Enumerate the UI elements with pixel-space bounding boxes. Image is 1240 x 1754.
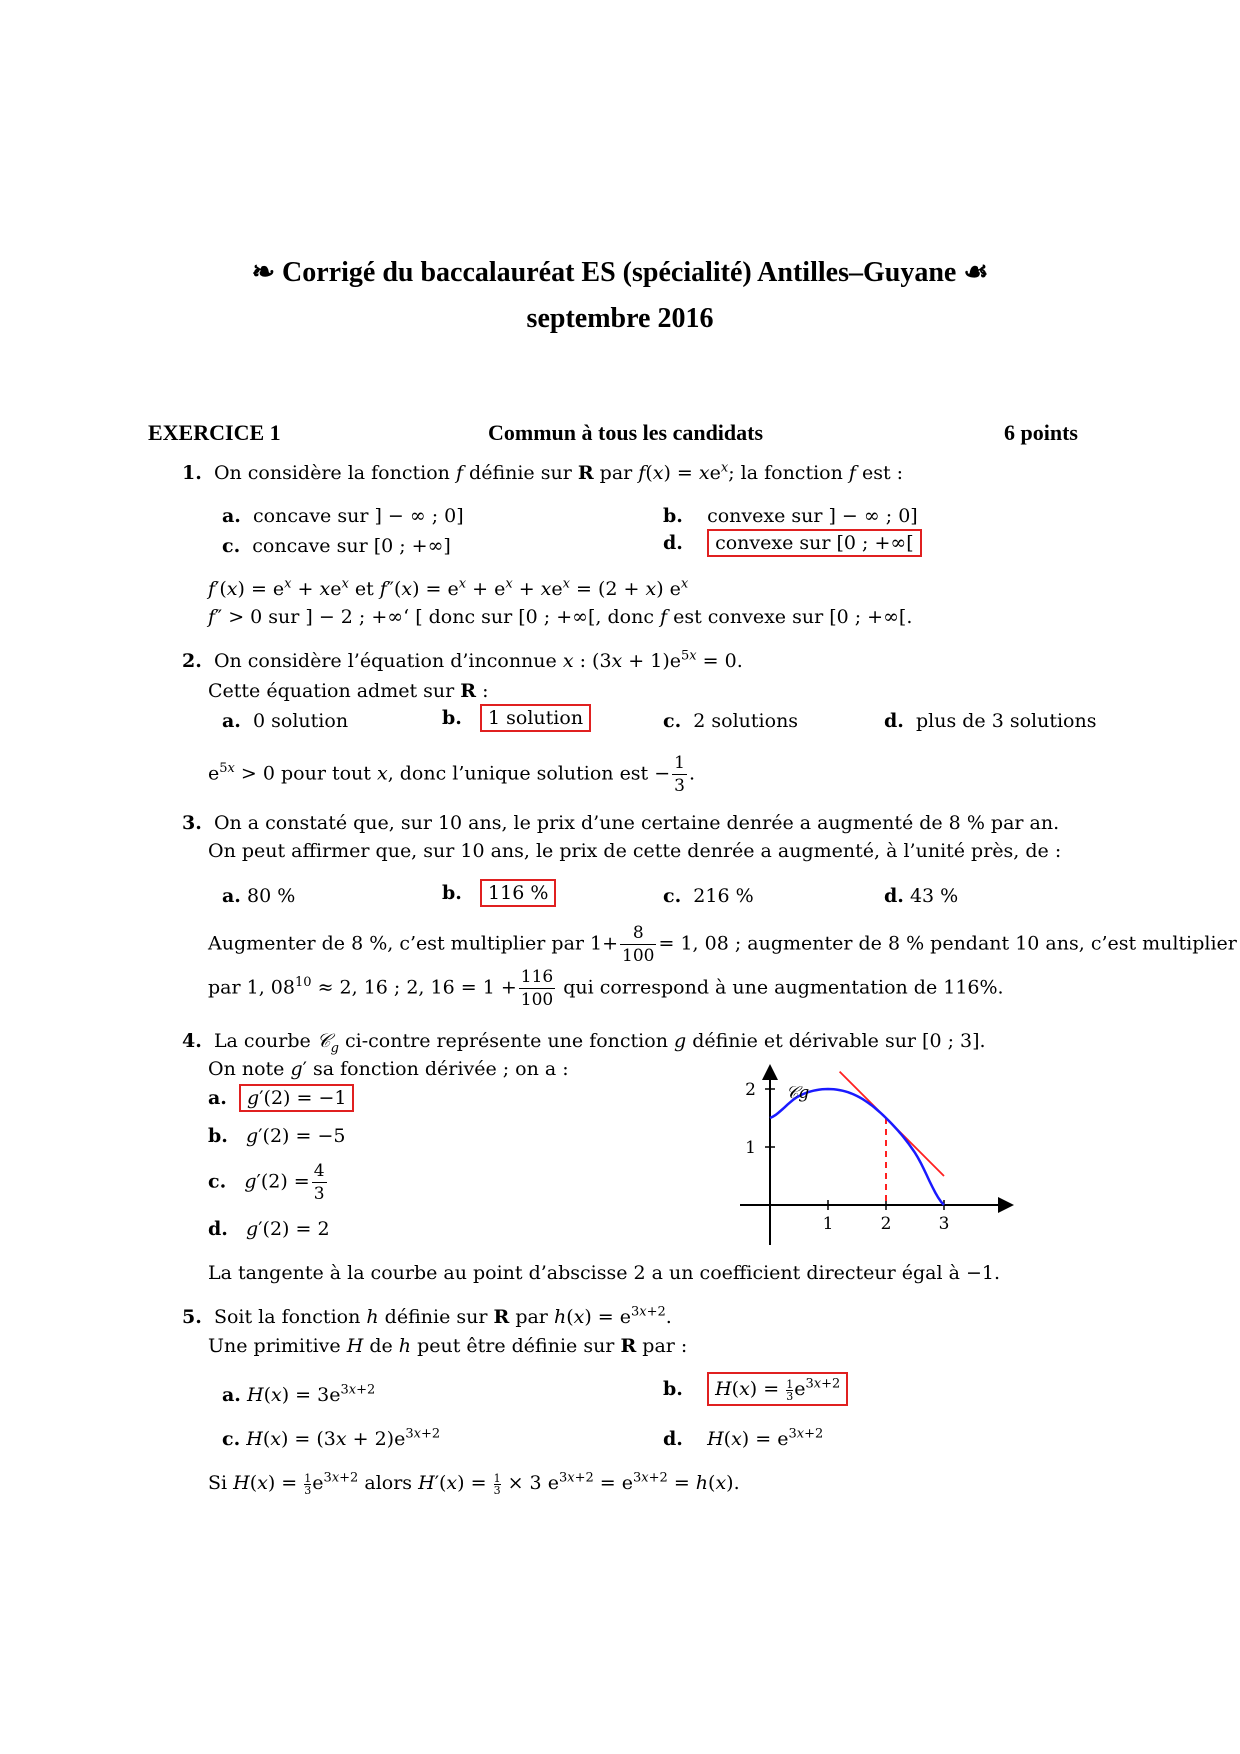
q2-stem: 2. On considère l’équation d’inconnue x : $(3x + 1)e^{5x} = 0$. — [182, 648, 743, 672]
q3-option-c[interactable]: c. 216 % — [663, 885, 754, 907]
y-tick-label: 1 — [745, 1138, 756, 1158]
q3-stem-line2: On peut affirmer que, sur 10 ans, le prix de cette denrée a augmenté, à l’unité près, de : — [208, 840, 1062, 862]
q2-option-c[interactable]: c. 2 solutions — [663, 710, 799, 732]
q2-option-d[interactable]: d. plus de 3 solutions — [884, 710, 1097, 732]
q4-option-a[interactable]: a. g′(2) = −1 — [208, 1087, 354, 1109]
q3-option-b[interactable]: b. 116 % — [442, 882, 556, 904]
q3-option-a[interactable]: a. 80 % — [222, 885, 296, 907]
q1-option-c[interactable]: c. concave sur [0 ; +∞] — [222, 535, 451, 557]
exercise-points: 6 points — [1004, 420, 1078, 445]
q1-number: 1. — [182, 462, 202, 484]
x-tick-label: 2 — [880, 1214, 892, 1234]
derivative-chart — [740, 1060, 1030, 1260]
q5-option-d[interactable]: d. $H(x) = e^{3x+2}$ — [663, 1426, 824, 1450]
q5-option-b[interactable]: b. H(x) = $\frac{1}{3}$ $e^{3x+2}$ — [663, 1378, 848, 1402]
curve-g — [770, 1089, 944, 1205]
q1-stem: 1. On considère la fonction f définie sur R par $f(x) = xe^x$; la fonction f est : — [182, 460, 904, 484]
q1-solution-line1: $f'(x) = e^x + xe^x$ et $f''(x) = e^x + e^x + xe^x = (2 + x)$ $e^x$ — [208, 576, 689, 600]
title-line1: Corrigé du baccalauréat ES (spécialité) Antilles–Guyane — [282, 257, 957, 288]
q5-stem: 5. Soit la fonction h définie sur R par $h(x) = e^{3x+2}$. — [182, 1304, 672, 1328]
ornament-left-icon: ❧ — [251, 257, 276, 288]
y-tick-label: 2 — [745, 1080, 756, 1100]
q4-solution: La tangente à la courbe au point d’abscisse 2 a un coefficient directeur égal à −1. — [208, 1262, 1001, 1284]
q4-correct-answer: g′(2) = −1 — [239, 1084, 354, 1112]
q1-option-a[interactable]: a. concave sur ] − ∞ ; 0] — [222, 505, 464, 527]
x-tick-label: 1 — [822, 1214, 834, 1234]
exercise-name: EXERCICE 1 — [148, 420, 281, 445]
q4-stem: 4. La courbe 𝒞$_g$ ci-contre représente une fonction g définie et dérivable sur [0 ; 3]. — [182, 1030, 986, 1056]
q5-option-a[interactable]: a. $H(x) = 3e^{3x+2}$ — [222, 1382, 376, 1406]
title-line2: septembre 2016 — [526, 303, 714, 334]
q4-option-b[interactable]: b. g′(2) = −5 — [208, 1125, 346, 1147]
q4-stem-line2: On note g′ sa fonction dérivée ; on a : — [208, 1058, 569, 1080]
q3-solution-line1: Augmenter de 8 %, c’est multiplier par 1+ $\frac{8}{100}$ = 1, 08 ; augmenter de 8 % pendant 10 ans, c’est multiplier — [208, 923, 1237, 966]
q2-correct-answer: 1 solution — [480, 704, 591, 732]
q5-solution: Si H(x) = $\frac{1}{3}$ $e^{3x+2}$ alors H′(x) = $\frac{1}{3}$ × 3 $e^{3x+2} = e^{3x+2} = h(x)$. — [208, 1470, 740, 1497]
ornament-right-icon: ☙ — [963, 257, 989, 288]
q5-correct-answer: H(x) = $\frac{1}{3}$ $e^{3x+2}$ — [707, 1372, 848, 1406]
q4-option-d[interactable]: d. g′(2) = 2 — [208, 1218, 330, 1240]
q3-correct-answer: 116 % — [480, 879, 556, 907]
exercise-subtitle: Commun à tous les candidats — [488, 420, 764, 445]
q5-stem-line2: Une primitive H de h peut être définie sur R par : — [208, 1335, 688, 1357]
q3-stem-line1: 3. On a constaté que, sur 10 ans, le prix d’une certaine denrée a augmenté de 8 % par an. — [182, 812, 1060, 834]
q2-stem-line2: Cette équation admet sur R : — [208, 680, 489, 702]
x-tick-label: 3 — [938, 1214, 950, 1234]
q2-solution: $e^{5x} > 0$ pour tout x, donc l’unique solution est − $\frac{1}{3}$ . — [208, 753, 696, 796]
page-title — [0, 255, 1240, 289]
q1-solution-line2: f″ > 0 sur ] − 2 ; +∞‘ [ donc sur [0 ; +∞[, donc f est convexe sur [0 ; +∞[. — [208, 606, 913, 628]
q1-option-d[interactable]: d. convexe sur [0 ; +∞[ — [663, 532, 922, 554]
q1-option-b[interactable]: b. convexe sur ] − ∞ ; 0] — [663, 505, 918, 527]
q2-option-b[interactable]: b. 1 solution — [442, 707, 591, 729]
q5-option-c[interactable]: c. $H(x) = (3x + 2)e^{3x+2}$ — [222, 1426, 441, 1450]
q1-correct-answer: convexe sur [0 ; +∞[ — [707, 529, 922, 557]
q3-option-d[interactable]: d. 43 % — [884, 885, 959, 907]
q4-option-c[interactable]: c. g′(2) = $\frac{4}{3}$ — [208, 1161, 325, 1204]
q3-solution-line2: par 1, $08^{10} \approx 2$, 16 ; 2, 16 = 1 + $\frac{116}{100}$ qui correspond à une augmentation de 116%. — [208, 967, 1004, 1010]
curve-label: 𝒞g — [786, 1083, 810, 1103]
q2-option-a[interactable]: a. 0 solution — [222, 710, 349, 732]
